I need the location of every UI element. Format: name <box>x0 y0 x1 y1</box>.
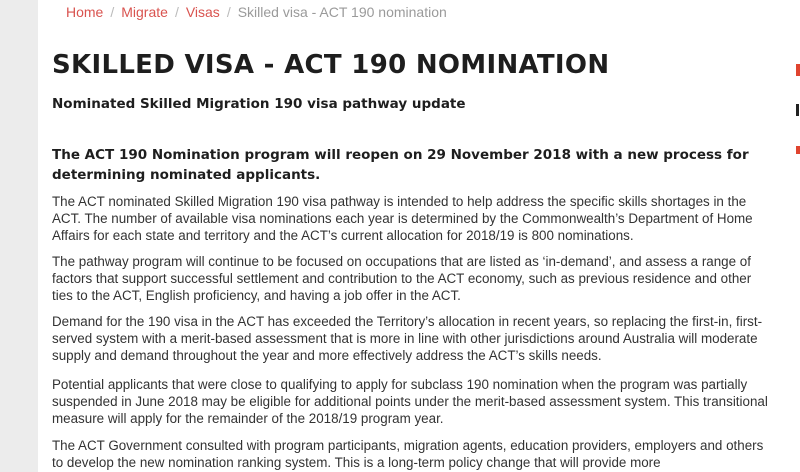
lead-announcement: The ACT 190 Nomination program will reopen on 29 November 2018 with a new process for determining nominated applicants. <box>52 147 749 183</box>
breadcrumb-separator: / <box>110 4 115 20</box>
breadcrumb-migrate-link[interactable]: Migrate <box>121 4 168 20</box>
sidebar-edge-accent <box>796 146 800 154</box>
sidebar-edge-accent <box>796 104 799 116</box>
sidebar-edge <box>784 0 800 472</box>
page-title: SKILLED VISA - ACT 190 NOMINATION <box>52 50 610 80</box>
breadcrumb-separator: / <box>226 4 231 20</box>
body-paragraph-consultation: The ACT Government consulted with program participants, migration agents, education providers, employers and others to develop the new nomination ranking system. This is a long-term policy change that will provide more <box>52 438 764 470</box>
body-paragraph-transitional: Potential applicants that were close to qualifying to apply for subclass 190 nomination when the program was partially suspended in June 2018 may be eligible for additional points under the merit-based assessment system. This transitional measure will apply for the remainder of the 2018/19 program year. <box>52 377 768 426</box>
sidebar-edge-accent <box>796 64 800 76</box>
breadcrumb-visas-link[interactable]: Visas <box>185 4 220 20</box>
body-paragraph-pathway: The pathway program will continue to be focused on occupations that are listed as ‘in-demand’, and assess a range of factors that support successful settlement and contribution to the ACT economy, such as previous residence and other ties to the ACT, English proficiency, and having a job offer in the ACT. <box>52 254 752 303</box>
breadcrumb-home-link[interactable]: Home <box>66 4 104 20</box>
main-content <box>38 0 784 472</box>
page-subtitle: Nominated Skilled Migration 190 visa pathway update <box>52 96 466 112</box>
body-paragraph-demand: Demand for the 190 visa in the ACT has exceeded the Territory’s allocation in recent years, so replacing the first-in, first-served system with a merit-based assessment that is more in line with other jurisdictions around Australia will moderate supply and demand throughout the year and more effectively address the ACT’s skills needs. <box>52 314 763 363</box>
breadcrumb <box>66 4 447 20</box>
body-paragraph-allocation: The ACT nominated Skilled Migration 190 visa pathway is intended to help address the specific skills shortages in the ACT. The number of available visa nominations each year is determined by the Commonwealth’s Department of Home Affairs for each state and territory and the ACT’s current allocation for 2018/19 is 800 nominations. <box>52 194 753 243</box>
breadcrumb-current: Skilled visa - ACT 190 nomination <box>237 4 447 20</box>
breadcrumb-separator: / <box>174 4 179 20</box>
